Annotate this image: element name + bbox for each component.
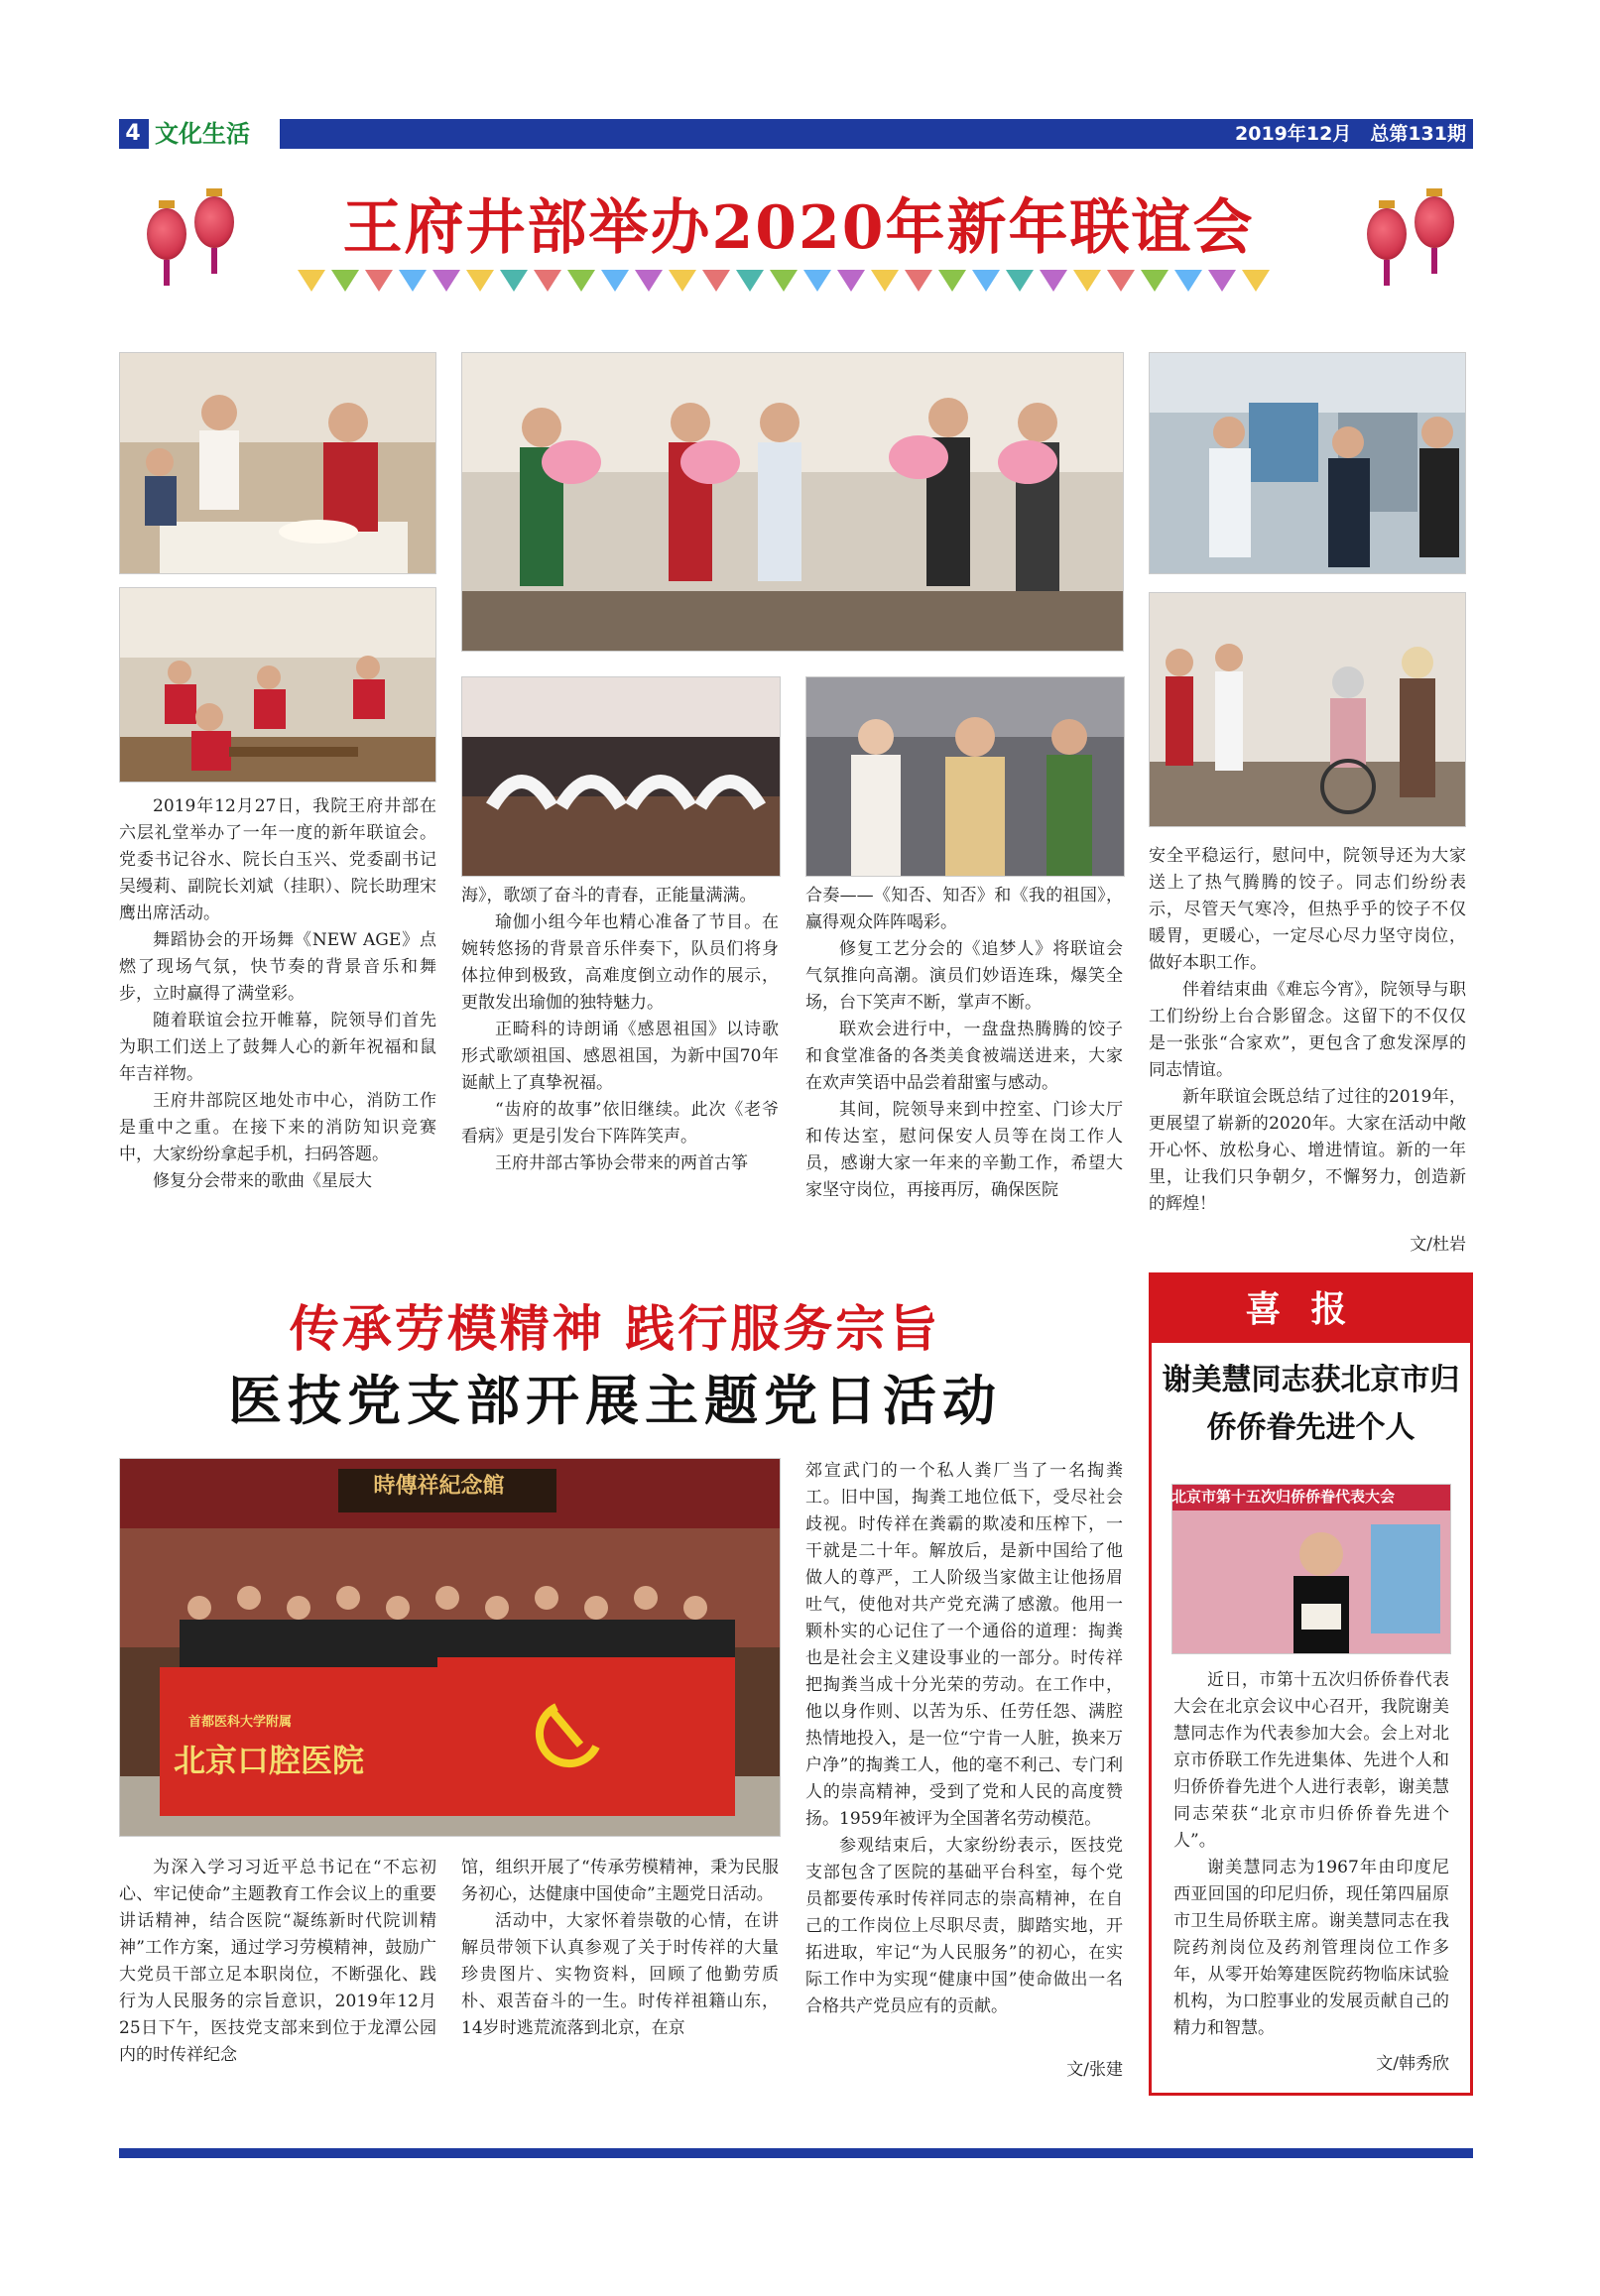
photo-dumplings-serving [119, 352, 436, 574]
sidebar-heading: 喜报 [1152, 1275, 1470, 1343]
lantern-icon [147, 208, 186, 260]
good-news-sidebar [1149, 1272, 1473, 2096]
article1-headline: 王府井部举办2020年新年联谊会 [342, 193, 1255, 263]
paragraph: 馆，组织开展了“传承劳模精神，秉为民服务初心，达健康中国使命”主题党日活动。 [461, 1858, 779, 1904]
issue-info: 2019年12月 总第131期 [1235, 123, 1466, 145]
paragraph: 2019年12月27日，我院王府井部在六层礼堂举办了一年一度的新年联谊会。党委书记谷水、院长白玉兴、党委副书记吴缦莉、副院长刘斌（挂职）、院长助理宋鹰出席活动。 [119, 796, 436, 923]
paragraph: 王府井部古筝协会带来的两首古筝 [495, 1153, 748, 1173]
article1-column-4 [1149, 843, 1466, 1218]
paragraph: 瑜伽小组今年也精心准备了节目。在婉转悠扬的背景音乐伴奏下，队员们将身体拉伸到极致，高难度倒立动作的展示，更散发出瑜伽的独特魅力。 [461, 912, 779, 1013]
sidebar-body [1173, 1667, 1449, 2042]
paragraph: 王府井部院区地处市中心，消防工作是重中之重。在接下来的消防知识竞赛中，大家纷纷拿起手机，扫码答题。 [119, 1091, 436, 1164]
lantern-icon [1415, 196, 1454, 248]
article2-column-1 [119, 1855, 436, 2069]
photo-elderly-skit [1149, 592, 1466, 827]
paragraph: 为深入学习习近平总书记在“不忘初心、牢记使命”主题教育工作会议上的重要讲话精神，结合医院“凝练新时代院训精神”工作方案，通过学习劳模精神，鼓励广大党员干部立足本职岗位，不断强化、践行为人民服务的宗旨意识，2019年12月25日下午，医技党支部来到位于龙潭公园内的时传祥纪念 [119, 1858, 436, 2065]
paragraph: 正畸科的诗朗诵《感恩祖国》以诗歌形式歌颂祖国、感恩祖国，为新中国70年诞献上了真挚祝福。 [461, 1020, 779, 1093]
article1-byline: 文/杜岩 [1410, 1235, 1466, 1255]
paragraph: 参观结束后，大家纷纷表示，医技党支部包含了医院的基础平台科室，每个党员都要传承时传祥同志的崇高精神，在自己的工作岗位上尽职尽责，脚踏实地，开拓进取，牢记“为人民服务”的初心，在实际工作中为实现“健康中国”使命做出一名合格共产党员应有的贡献。 [805, 1836, 1123, 2016]
photo-guzheng-performance [119, 587, 436, 783]
footer-bar [119, 2148, 1473, 2158]
paragraph: 修复分会带来的歌曲《星辰大 [153, 1171, 372, 1191]
paragraph: 随着联谊会拉开帷幕，院领导们首先为职工们送上了鼓舞人心的新年祝福和鼠年吉祥物。 [119, 1011, 436, 1084]
paragraph: “齿府的故事”依旧继续。此次《老爷看病》更是引发台下阵阵笑声。 [461, 1100, 779, 1147]
sidebar-title: 谢美慧同志获北京市归侨侨眷先进个人 [1162, 1363, 1460, 1445]
photo-event-banner: 北京市第十五次归侨侨眷代表大会 [1171, 1488, 1396, 1506]
photo-memorial-sign: 時傳祥紀念館 [373, 1473, 505, 1499]
paragraph: 新年联谊会既总结了过往的2019年，更展望了崭新的2020年。大家在活动中敞开心怀、放松身心、增进情谊。新的一年里，让我们只争朝夕，不懈努力，创造新的辉煌！ [1149, 1087, 1466, 1214]
paragraph: 修复工艺分会的《追梦人》将联谊会气氛推向高潮。演员们妙语连珠，爆笑全场，台下笑声不断，掌声不断。 [805, 939, 1123, 1013]
paragraph: 合奏——《知否、知否》和《我的祖国》，赢得观众阵阵喝彩。 [805, 886, 1123, 932]
photo-visiting-security [1149, 352, 1466, 574]
paragraph: 舞蹈协会的开场舞《NEW AGE》点燃了现场气氛，快节奏的背景音乐和舞步，立时赢得了满堂彩。 [119, 930, 436, 1004]
photo-costume-skit [805, 676, 1125, 877]
paragraph: 联欢会进行中，一盘盘热腾腾的饺子和食堂准备的各类美食被端送进来，大家在欢声笑语中品尝着甜蜜与感动。 [805, 1020, 1123, 1093]
article2-column-2 [461, 1855, 779, 2042]
paragraph: 伴着结束曲《难忘今宵》，院领导与职工们纷纷上台合影留念。这留下的不仅仅是一张张“合家欢”，更包含了愈发深厚的同志情谊。 [1149, 980, 1466, 1080]
paragraph: 海》，歌颂了奋斗的青春，正能量满满。 [461, 886, 757, 906]
sidebar-byline: 文/韩秀欣 [1376, 2054, 1449, 2074]
lantern-icon [1367, 208, 1407, 260]
paragraph: 近日，市第十五次归侨侨眷代表大会在北京会议中心召开，我院谢美慧同志作为代表参加大会。会上对北京市侨联工作先进集体、先进个人和归侨侨眷先进个人进行表彰，谢美慧同志荣获“北京市归侨侨眷先进个人”。 [1173, 1670, 1449, 1851]
article1-column-1 [119, 793, 436, 1195]
banner-small-text: 首都医科大学附属 [188, 1715, 293, 1730]
paragraph: 活动中，大家怀着崇敬的心情，在讲解员带领下认真参观了关于时传祥的大量珍贵图片、实物资料，回顾了他勤劳质朴、艰苦奋斗的一生。时传祥祖籍山东，14岁时逃荒流落到北京，在京 [461, 1911, 779, 2038]
photo-leaders-gifts [461, 352, 1124, 652]
paragraph: 其间，院领导来到中控室、门诊大厅和传达室，慰问保安人员等在岗工作人员，感谢大家一年来的辛勤工作，希望大家坚守岗位，再接再厉，确保医院 [805, 1100, 1123, 1200]
paragraph: 谢美慧同志为1967年由印度尼西亚回国的印尼归侨，现任第四届原市卫生局侨联主席。谢美慧同志在我院药剂岗位及药剂管理岗位工作多年，从零开始筹建医院药物临床试验机构，为口腔事业的发展贡献自己的精力和智慧。 [1173, 1858, 1449, 2038]
section-name: 文化生活 [149, 119, 280, 149]
paragraph: 郊宣武门的一个私人粪厂当了一名掏粪工。旧中国，掏粪工地位低下，受尽社会歧视。时传祥在粪霸的欺凌和压榨下，一干就是二十年。解放后，是新中国给了他做人的尊严，工人阶级当家做主让他扬眉吐气，使他对共产党充满了感激。他用一颗朴实的心记住了一个通俗的道理：掏粪也是社会主义建设事业的一部分。时传祥把掏粪当成十分光荣的劳动。在工作中，他以身作则、以苦为乐、任劳任怨、满腔热情地投入，是一位“宁肯一人脏，换来万户净”的掏粪工人，他的毫不利己、专门利人的崇高精神，受到了党和人民的高度赞扬。1959年被评为全国著名劳动模范。 [805, 1461, 1123, 1829]
page-number: 4 [119, 119, 147, 149]
article1-column-2 [461, 883, 779, 1177]
banner-hospital-name: 北京口腔医院 [174, 1742, 365, 1779]
article2-column-3 [805, 1458, 1123, 2020]
paragraph: 安全平稳运行，慰问中，院领导还为大家送上了热气腾腾的饺子。同志们纷纷表示，尽管天气寒冷，但热乎乎的饺子不仅暖胃，更暖心，一定尽心尽力坚守岗位，做好本职工作。 [1149, 846, 1466, 973]
article2-headline-line2: 医技党支部开展主题党日活动 [228, 1369, 1002, 1432]
photo-yoga-performance [461, 676, 781, 877]
article1-column-3 [805, 883, 1123, 1204]
article2-byline: 文/张建 [1066, 2060, 1123, 2080]
bunting-decoration [298, 270, 1276, 298]
article2-headline-line1: 传承劳模精神 践行服务宗旨 [289, 1299, 941, 1358]
lantern-icon [194, 196, 234, 248]
